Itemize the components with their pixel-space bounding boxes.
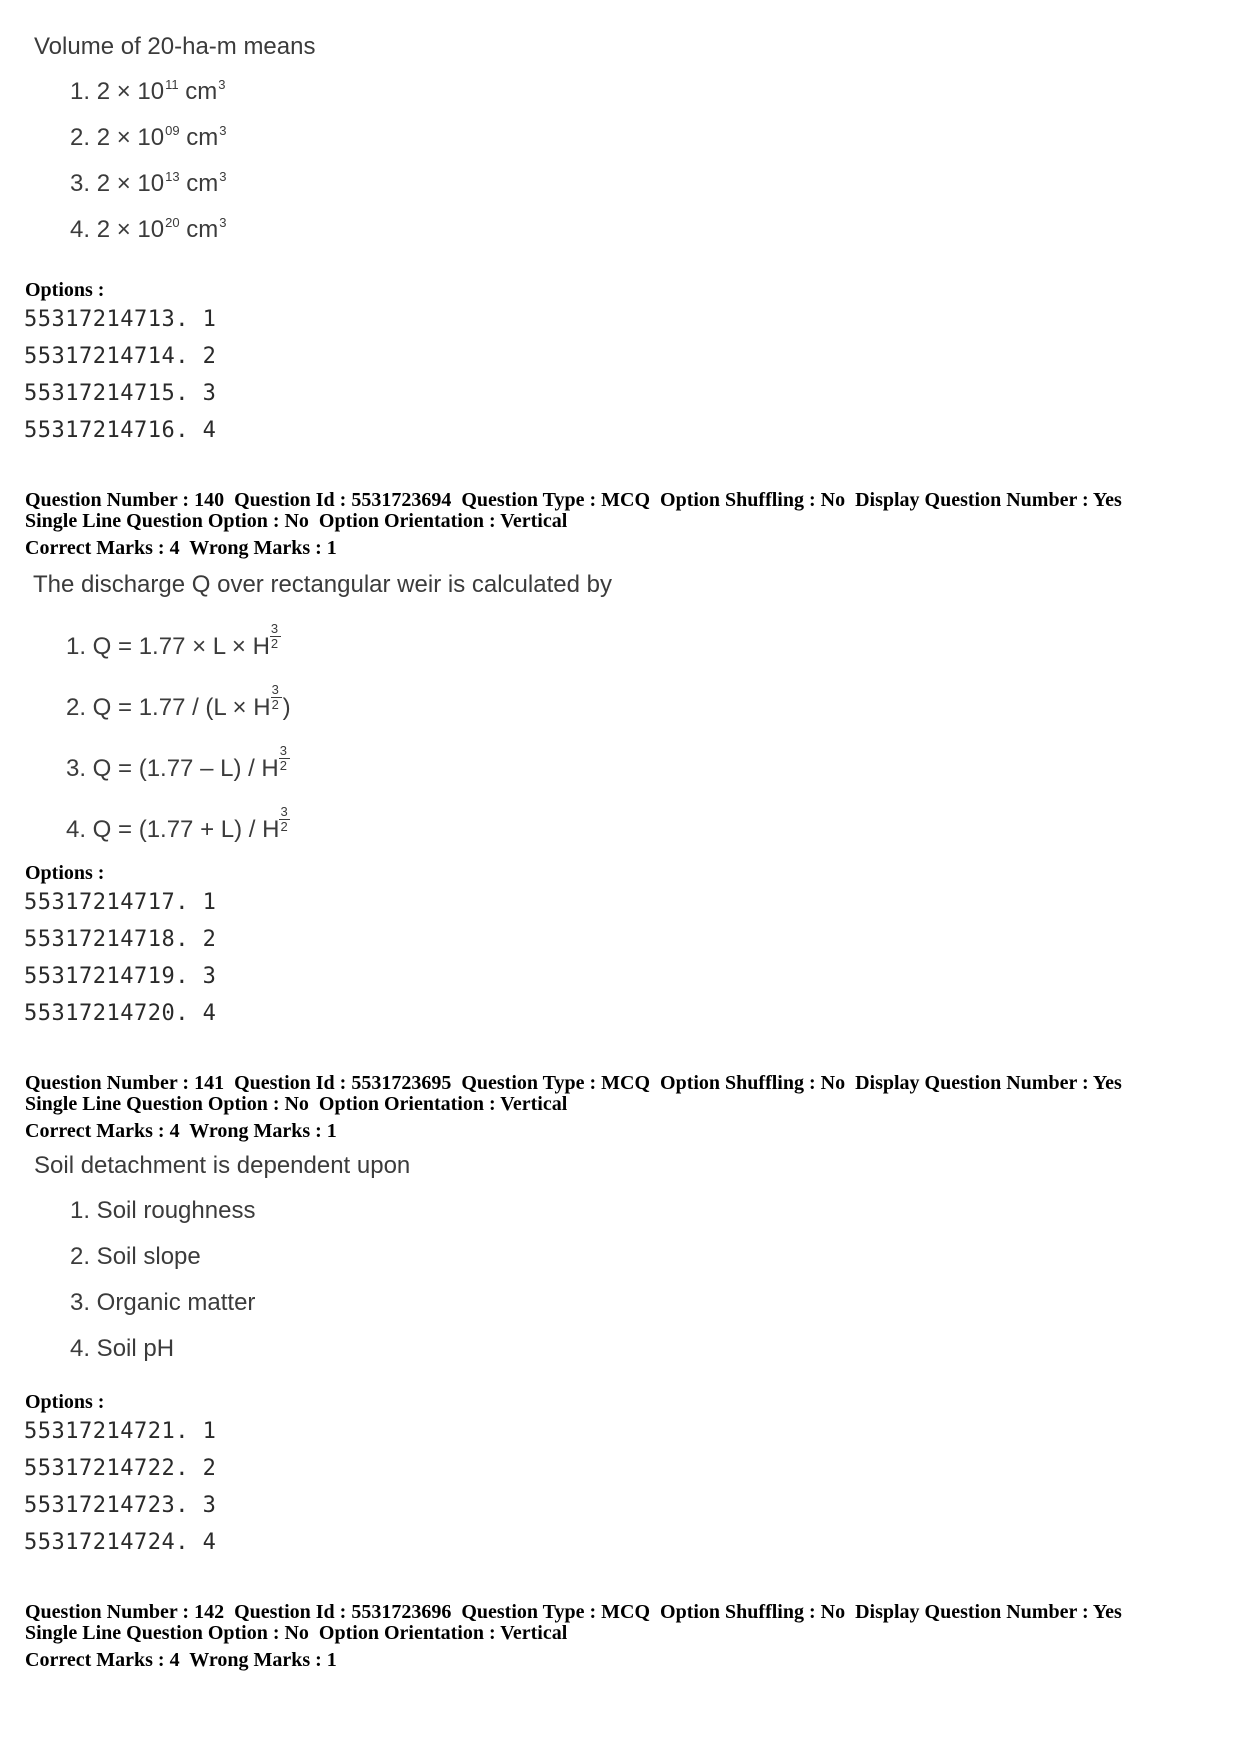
- question-stem: Soil detachment is dependent upon: [34, 1152, 411, 1179]
- question-stem: The discharge Q over rectangular weir is calculated by: [33, 571, 612, 598]
- option-id-line: 55317214722. 2: [24, 1456, 217, 1481]
- option-id-line: 55317214720. 4: [24, 1001, 217, 1026]
- question-marks: Correct Marks : 4 Wrong Marks : 1: [25, 1120, 337, 1142]
- choice-3: 3. Organic matter: [70, 1289, 256, 1316]
- options-heading: Options :: [25, 279, 105, 301]
- choice-2: 2. Q = 1.77 / (L × H $\frac{3}{2}$ ): [66, 682, 291, 721]
- choice-2: 2. Soil slope: [70, 1243, 201, 1270]
- question-marks: Correct Marks : 4 Wrong Marks : 1: [25, 537, 337, 559]
- option-id-line: 55317214715. 3: [24, 381, 217, 406]
- choice-2: 2. $2 \times 10^{09}$ $cm^3$: [70, 123, 227, 151]
- option-id-line: 55317214719. 3: [24, 964, 217, 989]
- option-id-line: 55317214723. 3: [24, 1493, 217, 1518]
- question-140-image: [33, 570, 612, 860]
- option-id-line: 55317214724. 4: [24, 1530, 217, 1555]
- question-meta-line: Single Line Question Option : No Option Orientation : Vertical: [25, 1622, 568, 1644]
- question-139-image: [34, 32, 534, 262]
- question-141-image: [34, 1151, 534, 1376]
- choice-1: 1. $2 \times 10^{11}$ $cm^3$: [70, 77, 226, 105]
- choice-3: 3. Q = (1.77 – L) / H $\frac{3}{2}$: [66, 754, 291, 784]
- option-id-line: 55317214721. 1: [24, 1419, 217, 1444]
- choice-1: 1. Q = 1.77 × L × H $\frac{3}{2}$: [66, 632, 282, 662]
- question-stem: Volume of 20-ha-m means: [34, 33, 316, 60]
- option-id-line: 55317214718. 2: [24, 927, 217, 952]
- choice-3: 3. $2 \times 10^{13}$ $cm^3$: [70, 169, 227, 197]
- choice-1: 1. Soil roughness: [70, 1197, 256, 1224]
- question-meta-line: Question Number : 142 Question Id : 5531723696 Question Type : MCQ Option Shuffling : No Display Question Number : Yes: [25, 1601, 1122, 1623]
- choice-4: 4. Q = (1.77 + L) / H $\frac{3}{2}$: [66, 815, 291, 845]
- question-meta-line: Question Number : 140 Question Id : 5531723694 Question Type : MCQ Option Shuffling : No Display Question Number : Yes: [25, 489, 1122, 511]
- question-marks: Correct Marks : 4 Wrong Marks : 1: [25, 1649, 337, 1671]
- choice-4: 4. Soil pH: [70, 1335, 175, 1362]
- option-id-line: 55317214717. 1: [24, 890, 217, 915]
- option-id-line: 55317214716. 4: [24, 418, 217, 443]
- option-id-line: 55317214714. 2: [24, 344, 217, 369]
- options-heading: Options :: [25, 862, 105, 884]
- choice-4: 4. $2 \times 10^{20}$ $cm^3$: [70, 215, 227, 243]
- question-meta-line: Single Line Question Option : No Option Orientation : Vertical: [25, 510, 568, 532]
- option-id-line: 55317214713. 1: [24, 307, 217, 332]
- options-heading: Options :: [25, 1391, 105, 1413]
- question-meta-line: Question Number : 141 Question Id : 5531723695 Question Type : MCQ Option Shuffling : No Display Question Number : Yes: [25, 1072, 1122, 1094]
- question-meta-line: Single Line Question Option : No Option Orientation : Vertical: [25, 1093, 568, 1115]
